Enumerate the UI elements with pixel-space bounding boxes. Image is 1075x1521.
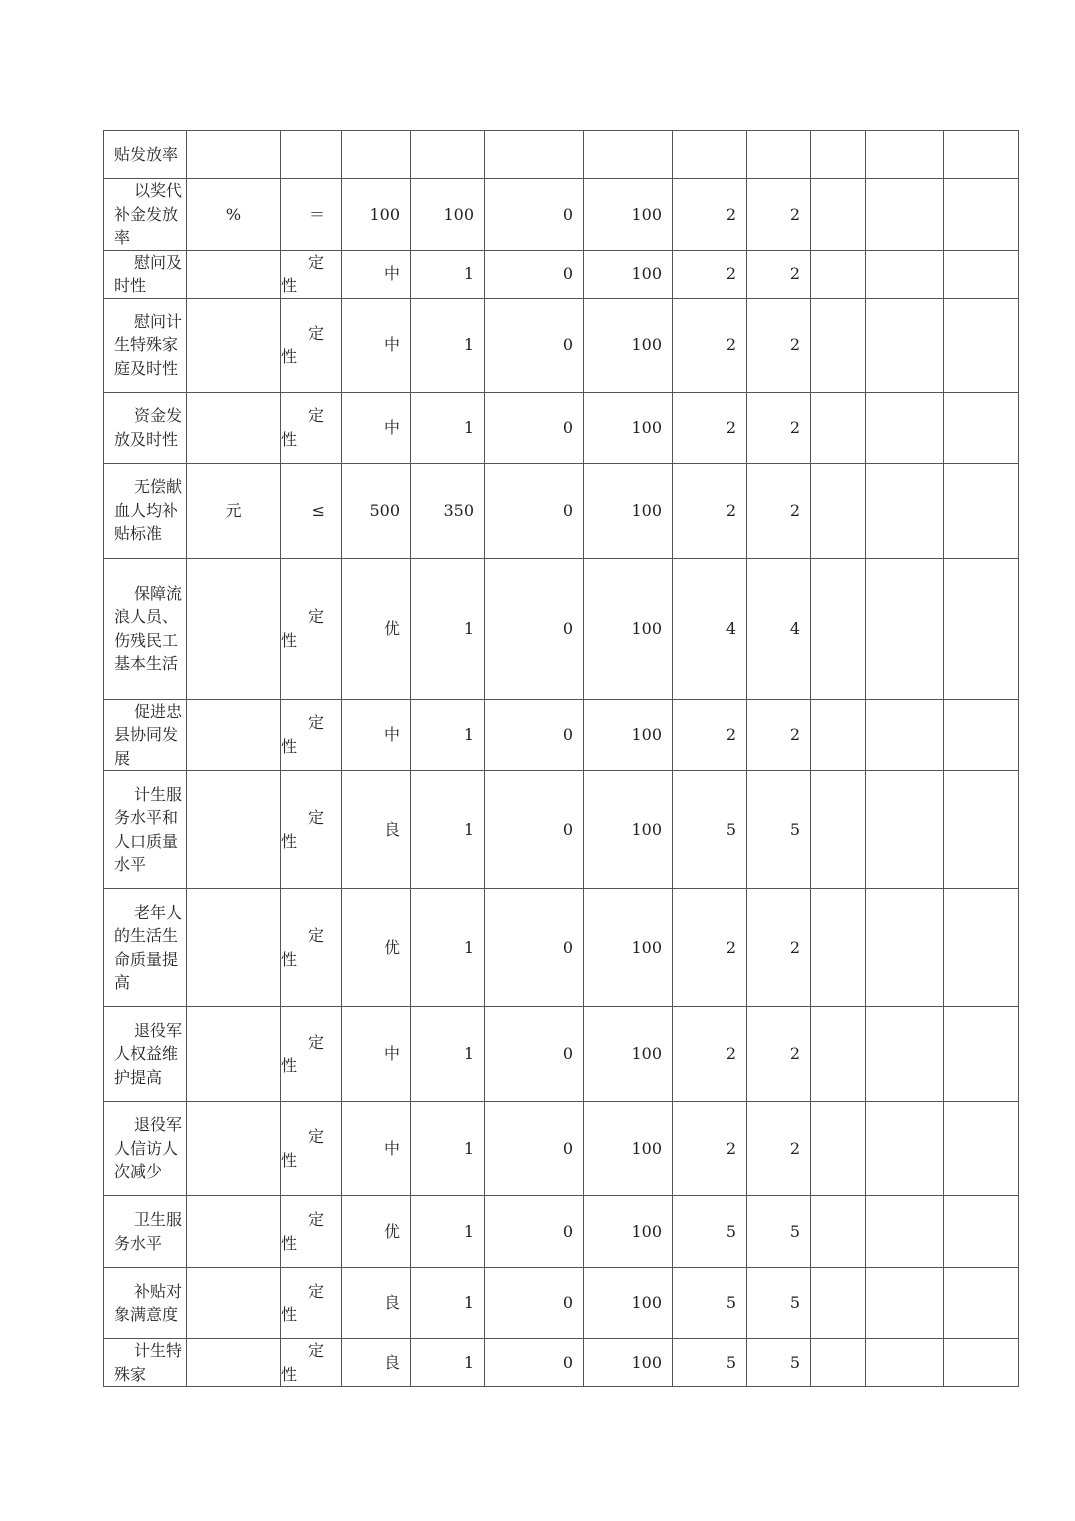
weight-cell: 4 (673, 558, 747, 699)
indicator-name-cell (104, 771, 187, 889)
empty-cell (811, 1339, 866, 1387)
weight-cell: 2 (673, 250, 747, 298)
weight-cell: 5 (673, 1339, 747, 1387)
actual-value-cell: 1 (411, 771, 485, 889)
empty-cell (811, 1268, 866, 1339)
actual-value-cell: 1 (411, 699, 485, 771)
score-cell: 2 (747, 179, 811, 251)
operator-cell (281, 298, 342, 392)
actual-value-cell: 1 (411, 889, 485, 1007)
operator-cell (281, 699, 342, 771)
target-value-cell: 中 (342, 298, 411, 392)
operator-cell-text: 定性 (281, 252, 325, 295)
actual-value-cell: 350 (411, 463, 485, 558)
actual-value-cell: 1 (411, 298, 485, 392)
indicator-name-cell (104, 1268, 187, 1339)
empty-cell (944, 1339, 1019, 1387)
table-row (104, 1268, 1019, 1339)
empty-cell (811, 131, 866, 179)
empty-cell (866, 298, 944, 392)
weight-cell: 5 (673, 1268, 747, 1339)
empty-cell (811, 1196, 866, 1268)
table-row (104, 558, 1019, 699)
actual-value-cell: 1 (411, 250, 485, 298)
indicator-name-cell-text: 补贴对象满意度 (114, 1281, 183, 1324)
indicator-name-cell (104, 463, 187, 558)
empty-cell (811, 771, 866, 889)
indicator-name-cell (104, 298, 187, 392)
unit-cell: % (187, 179, 281, 251)
empty-cell (811, 179, 866, 251)
empty-cell (811, 1102, 866, 1196)
empty-cell (944, 298, 1019, 392)
empty-cell (866, 1268, 944, 1339)
weight-cell: 2 (673, 298, 747, 392)
full-score-cell: 100 (584, 1196, 673, 1268)
table-row (104, 771, 1019, 889)
unit-cell (187, 131, 281, 179)
deviation-cell: 0 (485, 771, 584, 889)
empty-cell (944, 1196, 1019, 1268)
empty-cell (866, 1102, 944, 1196)
actual-value-cell: 1 (411, 1102, 485, 1196)
table-row (104, 392, 1019, 463)
deviation-cell (485, 131, 584, 179)
empty-cell (811, 250, 866, 298)
full-score-cell: 100 (584, 889, 673, 1007)
weight-cell: 5 (673, 771, 747, 889)
target-value-cell (342, 131, 411, 179)
table-row (104, 298, 1019, 392)
indicator-name-cell-text: 老年人的生活生命质量提高 (114, 902, 183, 992)
unit-cell (187, 298, 281, 392)
indicator-name-cell-text: 贴发放率 (114, 144, 179, 164)
operator-cell (281, 1007, 342, 1102)
full-score-cell: 100 (584, 1102, 673, 1196)
indicator-name-cell (104, 1196, 187, 1268)
target-value-cell: 中 (342, 250, 411, 298)
empty-cell (944, 392, 1019, 463)
score-cell (747, 131, 811, 179)
empty-cell (944, 558, 1019, 699)
unit-cell (187, 1102, 281, 1196)
target-value-cell: 优 (342, 889, 411, 1007)
indicator-name-cell (104, 250, 187, 298)
empty-cell (866, 889, 944, 1007)
weight-cell: 2 (673, 1102, 747, 1196)
empty-cell (944, 463, 1019, 558)
operator-cell-text: 定性 (281, 406, 325, 449)
full-score-cell: 100 (584, 1268, 673, 1339)
score-cell: 5 (747, 1196, 811, 1268)
operator-cell: ＝ (281, 179, 342, 251)
empty-cell (866, 699, 944, 771)
indicator-name-cell (104, 699, 187, 771)
empty-cell (944, 771, 1019, 889)
operator-cell (281, 1339, 342, 1387)
empty-cell (866, 392, 944, 463)
score-cell: 2 (747, 889, 811, 1007)
operator-cell-text: 定性 (281, 1281, 325, 1324)
empty-cell (866, 771, 944, 889)
operator-cell-text: 定性 (281, 607, 325, 650)
score-cell: 2 (747, 392, 811, 463)
indicator-name-cell-text: 卫生服务水平 (114, 1210, 183, 1253)
actual-value-cell (411, 131, 485, 179)
empty-cell (944, 250, 1019, 298)
unit-cell (187, 889, 281, 1007)
unit-cell (187, 699, 281, 771)
indicator-name-cell (104, 558, 187, 699)
operator-cell (281, 131, 342, 179)
empty-cell (944, 1007, 1019, 1102)
unit-cell (187, 771, 281, 889)
operator-cell-text: 定性 (281, 1032, 325, 1075)
table-row (104, 699, 1019, 771)
deviation-cell: 0 (485, 392, 584, 463)
indicator-name-cell-text: 慰问计生特殊家庭及时性 (114, 311, 183, 378)
empty-cell (811, 392, 866, 463)
unit-cell (187, 250, 281, 298)
score-cell: 2 (747, 250, 811, 298)
full-score-cell: 100 (584, 250, 673, 298)
deviation-cell: 0 (485, 463, 584, 558)
empty-cell (811, 558, 866, 699)
target-value-cell: 良 (342, 1268, 411, 1339)
empty-cell (811, 1007, 866, 1102)
score-cell: 5 (747, 1268, 811, 1339)
indicator-name-cell (104, 131, 187, 179)
empty-cell (944, 179, 1019, 251)
deviation-cell: 0 (485, 298, 584, 392)
indicator-name-cell (104, 392, 187, 463)
target-value-cell: 优 (342, 558, 411, 699)
unit-cell (187, 1196, 281, 1268)
full-score-cell: 100 (584, 558, 673, 699)
deviation-cell: 0 (485, 1339, 584, 1387)
score-cell: 4 (747, 558, 811, 699)
indicator-name-cell-text: 退役军人权益维护提高 (114, 1020, 183, 1087)
indicator-name-cell (104, 1339, 187, 1387)
operator-cell-text: 定性 (281, 323, 325, 366)
deviation-cell: 0 (485, 1196, 584, 1268)
score-cell: 5 (747, 1339, 811, 1387)
score-cell: 2 (747, 699, 811, 771)
table-row (104, 131, 1019, 179)
weight-cell (673, 131, 747, 179)
operator-cell (281, 250, 342, 298)
actual-value-cell: 1 (411, 392, 485, 463)
table-row (104, 1007, 1019, 1102)
full-score-cell: 100 (584, 298, 673, 392)
empty-cell (811, 298, 866, 392)
deviation-cell: 0 (485, 179, 584, 251)
operator-cell-text: 定性 (281, 713, 325, 756)
target-value-cell: 优 (342, 1196, 411, 1268)
weight-cell: 2 (673, 463, 747, 558)
score-cell: 2 (747, 1102, 811, 1196)
unit-cell (187, 1339, 281, 1387)
actual-value-cell: 1 (411, 1007, 485, 1102)
actual-value-cell: 1 (411, 1196, 485, 1268)
score-cell: 2 (747, 463, 811, 558)
full-score-cell (584, 131, 673, 179)
indicator-name-cell-text: 计生特殊家 (114, 1341, 183, 1384)
indicator-name-cell-text: 无偿献血人均补贴标准 (114, 477, 183, 544)
deviation-cell: 0 (485, 1007, 584, 1102)
deviation-cell: 0 (485, 1102, 584, 1196)
target-value-cell: 中 (342, 699, 411, 771)
weight-cell: 2 (673, 889, 747, 1007)
table-row (104, 179, 1019, 251)
target-value-cell: 良 (342, 1339, 411, 1387)
weight-cell: 2 (673, 1007, 747, 1102)
score-cell: 5 (747, 771, 811, 889)
operator-cell-text: 定性 (281, 1127, 325, 1170)
unit-cell (187, 558, 281, 699)
unit-cell (187, 1268, 281, 1339)
full-score-cell: 100 (584, 771, 673, 889)
empty-cell (811, 463, 866, 558)
empty-cell (944, 699, 1019, 771)
indicator-name-cell (104, 889, 187, 1007)
empty-cell (866, 463, 944, 558)
performance-indicator-table (103, 130, 1019, 1387)
empty-cell (944, 131, 1019, 179)
indicator-name-cell (104, 179, 187, 251)
operator-cell-text: 定性 (281, 808, 325, 851)
empty-cell (944, 1102, 1019, 1196)
deviation-cell: 0 (485, 558, 584, 699)
weight-cell: 5 (673, 1196, 747, 1268)
indicator-name-cell-text: 慰问及时性 (114, 252, 183, 295)
actual-value-cell: 1 (411, 1339, 485, 1387)
actual-value-cell: 100 (411, 179, 485, 251)
score-cell: 2 (747, 1007, 811, 1102)
table-row (104, 1339, 1019, 1387)
empty-cell (811, 699, 866, 771)
unit-cell (187, 392, 281, 463)
table-row (104, 1102, 1019, 1196)
weight-cell: 2 (673, 179, 747, 251)
unit-cell (187, 1007, 281, 1102)
target-value-cell: 中 (342, 392, 411, 463)
operator-cell (281, 771, 342, 889)
deviation-cell: 0 (485, 699, 584, 771)
full-score-cell: 100 (584, 179, 673, 251)
operator-cell-text: 定性 (281, 1210, 325, 1253)
score-cell: 2 (747, 298, 811, 392)
empty-cell (866, 131, 944, 179)
deviation-cell: 0 (485, 1268, 584, 1339)
empty-cell (866, 1007, 944, 1102)
table-row (104, 463, 1019, 558)
indicator-name-cell-text: 资金发放及时性 (114, 406, 183, 449)
operator-cell (281, 1268, 342, 1339)
operator-cell (281, 558, 342, 699)
weight-cell: 2 (673, 699, 747, 771)
target-value-cell: 中 (342, 1102, 411, 1196)
operator-cell-text: 定性 (281, 1341, 325, 1384)
operator-cell (281, 1196, 342, 1268)
indicator-name-cell-text: 退役军人信访人次减少 (114, 1115, 183, 1182)
deviation-cell: 0 (485, 250, 584, 298)
full-score-cell: 100 (584, 1339, 673, 1387)
actual-value-cell: 1 (411, 1268, 485, 1339)
empty-cell (944, 1268, 1019, 1339)
target-value-cell: 良 (342, 771, 411, 889)
empty-cell (944, 889, 1019, 1007)
indicator-name-cell-text: 计生服务水平和人口质量水平 (114, 784, 183, 874)
deviation-cell: 0 (485, 889, 584, 1007)
table-row (104, 250, 1019, 298)
target-value-cell: 500 (342, 463, 411, 558)
table-row (104, 889, 1019, 1007)
empty-cell (866, 179, 944, 251)
indicator-name-cell (104, 1007, 187, 1102)
indicator-name-cell-text: 促进忠县协同发展 (114, 701, 183, 768)
target-value-cell: 中 (342, 1007, 411, 1102)
empty-cell (811, 889, 866, 1007)
empty-cell (866, 558, 944, 699)
target-value-cell: 100 (342, 179, 411, 251)
full-score-cell: 100 (584, 392, 673, 463)
indicator-name-cell-text: 以奖代补金发放率 (114, 181, 183, 247)
operator-cell: ≤ (281, 463, 342, 558)
unit-cell: 元 (187, 463, 281, 558)
operator-cell (281, 392, 342, 463)
empty-cell (866, 1339, 944, 1387)
full-score-cell: 100 (584, 1007, 673, 1102)
operator-cell (281, 1102, 342, 1196)
operator-cell (281, 889, 342, 1007)
weight-cell: 2 (673, 392, 747, 463)
empty-cell (866, 1196, 944, 1268)
indicator-name-cell (104, 1102, 187, 1196)
full-score-cell: 100 (584, 463, 673, 558)
indicator-name-cell-text: 保障流浪人员、伤残民工基本生活 (114, 583, 183, 673)
actual-value-cell: 1 (411, 558, 485, 699)
empty-cell (866, 250, 944, 298)
table-row (104, 1196, 1019, 1268)
full-score-cell: 100 (584, 699, 673, 771)
operator-cell-text: 定性 (281, 926, 325, 969)
